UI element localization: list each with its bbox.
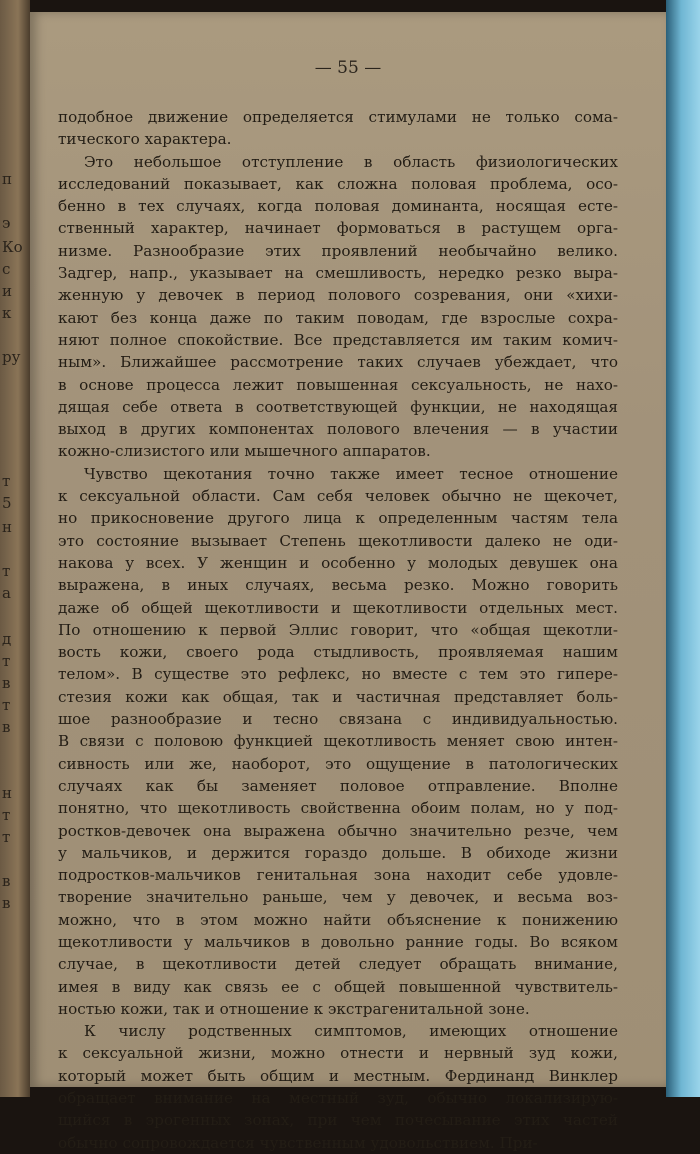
- adjacent-page-text-fragment: д: [2, 630, 12, 648]
- text-line: женную у девочек в период полового созревания, они «хихи-: [58, 286, 618, 305]
- text-line: выход в других компонентах полового влечения — в участии: [58, 420, 618, 439]
- adjacent-page-text-fragment: и: [2, 282, 12, 300]
- text-line: вость кожи, своего рода стыдливость, проявляемая нашим: [58, 643, 618, 662]
- adjacent-page-text-fragment: к: [2, 304, 12, 322]
- text-line: понятно, что щекотливость свойственна обоим полам, но у под-: [58, 799, 618, 818]
- text-line: ным». Ближайшее рассмотрение таких случаев убеждает, что: [58, 353, 618, 372]
- text-line: бенно в тех случаях, когда половая доминанта, носящая есте-: [58, 197, 618, 216]
- text-line: Это небольшое отступление в область физиологических: [84, 152, 618, 171]
- text-line: к сексуальной области. Сам себя человек обычно не щекочет,: [58, 487, 618, 506]
- adjacent-page-text-fragment: с: [2, 260, 11, 278]
- adjacent-page-text-fragment: в: [2, 894, 11, 912]
- text-line: у мальчиков, и держится гораздо дольше. В обиходе жизни: [58, 843, 618, 862]
- adjacent-page-text-fragment: н: [2, 784, 12, 802]
- page-number: — 55 —: [314, 58, 382, 78]
- text-line: случаях как бы заменяет половое отправление. Вполне: [58, 776, 618, 795]
- text-line: щийся в эрогенных зонах, при чем почесывание этих частей: [58, 1111, 618, 1130]
- paragraph: [58, 106, 618, 151]
- text-line: щекотливости у мальчиков в довольно ранние годы. Во всяком: [58, 932, 618, 951]
- text-line: подобное движение определяется стимулами не только сома-: [58, 108, 618, 126]
- text-line: ростков-девочек она выражена обычно значительно резче, чем: [58, 821, 618, 840]
- text-line: дящая себе ответа в соответствующей функции, не находящая: [58, 397, 618, 416]
- paragraph: [58, 463, 618, 1020]
- text-line: обычно сопровождается чувственным удовольствием. При-: [58, 1133, 538, 1152]
- text-line: исследований показывает, как сложна половая проблема, осо-: [58, 174, 618, 193]
- page-body-text: [58, 106, 618, 1154]
- text-line: даже об общей щекотливости и щекотливости отдельных мест.: [58, 598, 618, 617]
- adjacent-page-text-fragment: т: [2, 828, 11, 846]
- text-line: имея в виду как связь ее с общей повышенной чувствитель-: [58, 977, 618, 996]
- adjacent-page-text-fragment: Ко: [2, 238, 23, 256]
- adjacent-page-text-fragment: т: [2, 696, 11, 714]
- text-line: няют полное спокойствие. Все представляется им таким комич-: [58, 330, 618, 349]
- text-line: но прикосновение другого лица к определенным частям тела: [58, 509, 618, 528]
- text-line: творение значительно раньше, чем у девочек, и весьма воз-: [58, 888, 618, 907]
- text-line: В связи с половою функцией щекотливость меняет свою интен-: [58, 732, 618, 751]
- text-line: Задгер, напр., указывает на смешливость, нередко резко выра-: [58, 264, 618, 283]
- text-line: это состояние вызывает Степень щекотливости далеко не оди-: [58, 531, 618, 550]
- adjacent-page-text-fragment: т: [2, 562, 11, 580]
- text-line: кожно-слизистого или мышечного аппаратов.: [58, 442, 431, 461]
- adjacent-page-text-fragment: п: [2, 170, 12, 188]
- text-line: телом». В существе это рефлекс, но вместе с тем это гипере-: [58, 665, 618, 684]
- text-line: К числу родственных симптомов, имеющих отношение: [84, 1022, 618, 1041]
- text-line: По отношению к первой Эллис говорит, что «общая щекотли-: [58, 620, 618, 639]
- text-line: ностью кожи, так и отношение к экстрагенитальной зоне.: [58, 999, 530, 1018]
- text-line: можно, что в этом можно найти объяснение к понижению: [58, 910, 618, 929]
- text-line: сивность или же, наоборот, это ощущение в патологических: [58, 754, 618, 773]
- text-line: обращает внимание на местный зуд, обычно локализирую-: [58, 1089, 618, 1108]
- text-line: тического характера.: [58, 130, 232, 149]
- adjacent-page-text-fragment: а: [2, 584, 11, 602]
- adjacent-page-text-fragment: в: [2, 674, 11, 692]
- adjacent-page-text-fragment: 5: [2, 494, 12, 512]
- text-line: случае, в щекотливости детей следует обращать внимание,: [58, 955, 618, 974]
- adjacent-page-edge: [0, 0, 30, 1097]
- adjacent-page-text-fragment: в: [2, 718, 11, 736]
- text-line: Чувство щекотания точно также имеет тесное отношение: [84, 464, 618, 483]
- text-line: низме. Разнообразие этих проявлений необычайно велико.: [58, 241, 618, 260]
- adjacent-page-text-fragment: э: [2, 214, 11, 232]
- adjacent-page-text-fragment: н: [2, 518, 12, 536]
- text-line: стезия кожи как общая, так и частичная представляет боль-: [58, 687, 618, 706]
- paragraph: [58, 1020, 618, 1154]
- paragraph: [58, 151, 618, 463]
- text-line: кают без конца даже по таким поводам, где взрослые сохра-: [58, 308, 618, 327]
- text-line: подростков-мальчиков генитальная зона находит себе удовле-: [58, 866, 618, 885]
- text-line: к сексуальной жизни, можно отнести и нервный зуд кожи,: [58, 1044, 618, 1063]
- text-line: в основе процесса лежит повышенная сексуальность, не нахо-: [58, 375, 618, 394]
- book-cover-edge: [666, 0, 700, 1097]
- adjacent-page-text-fragment: т: [2, 472, 11, 490]
- text-line: шое разнообразие и тесно связана с индивидуальностью.: [58, 710, 618, 729]
- text-line: накова у всех. У женщин и особенно у молодых девушек она: [58, 553, 618, 572]
- book-page: [30, 12, 666, 1152]
- adjacent-page-text-fragment: ру: [2, 348, 21, 366]
- adjacent-page-text-fragment: т: [2, 652, 11, 670]
- text-line: выражена, в иных случаях, весьма резко. Можно говорить: [58, 576, 618, 595]
- text-line: который может быть общим и местным. Фердинанд Винклер: [58, 1066, 618, 1085]
- adjacent-page-text-fragment: в: [2, 872, 11, 890]
- adjacent-page-text-fragment: т: [2, 806, 11, 824]
- text-line: ственный характер, начинает формоваться в растущем орга-: [58, 219, 618, 238]
